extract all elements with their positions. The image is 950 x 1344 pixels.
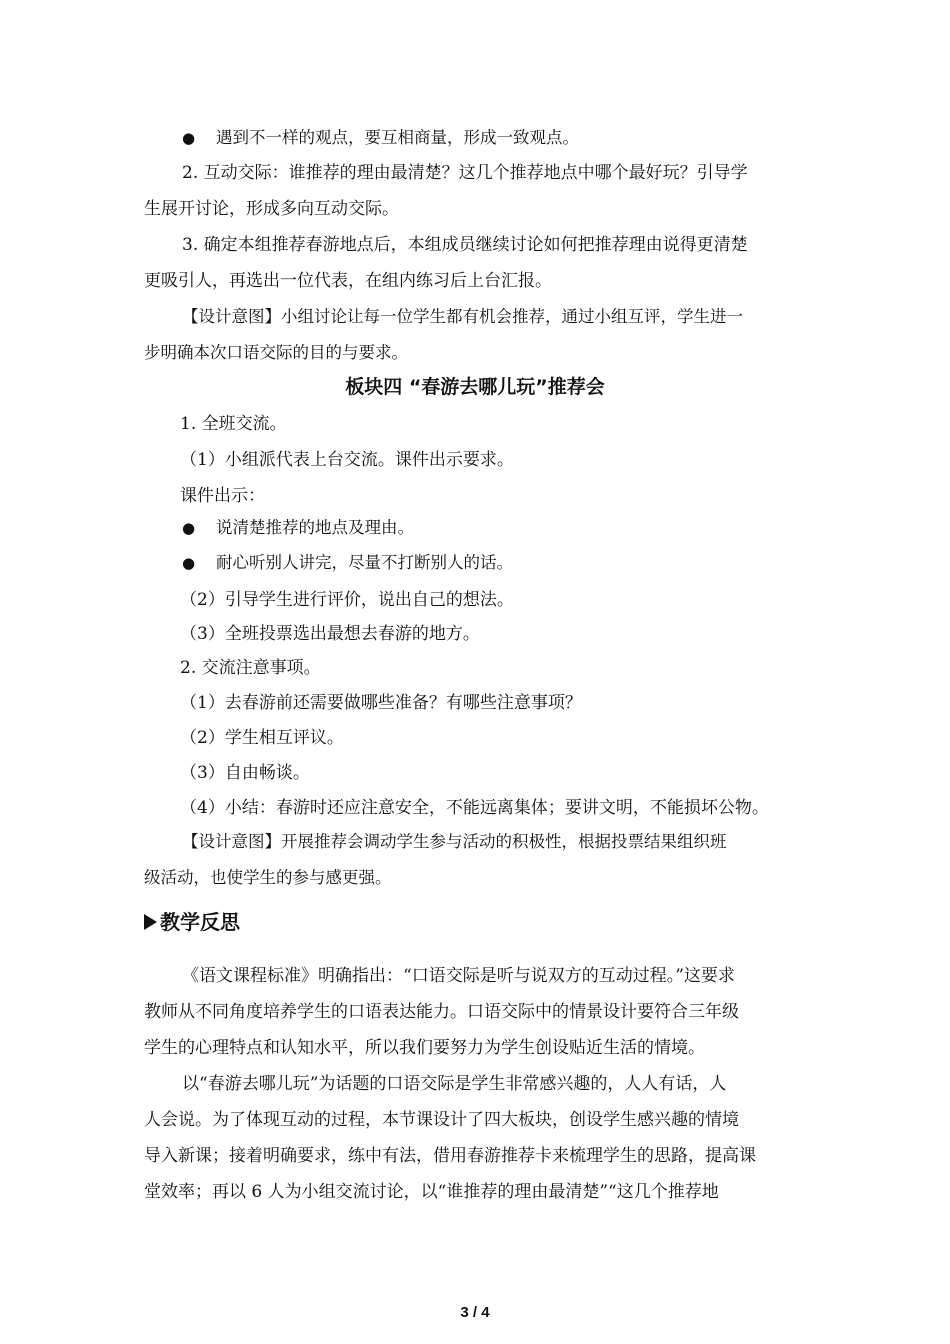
design-intent-line: 【设计意图】开展推荐会调动学生参与活动的积极性，根据投票结果组织班 (182, 832, 727, 851)
list-item: （3）自由畅谈。 (180, 763, 310, 783)
paragraph-line: 教师从不同角度培养学生的口语表达能力。口语交际中的情景设计要符合三年级 (144, 1002, 739, 1022)
bullet-item: 说清楚推荐的地点及理由。 (216, 518, 414, 537)
section-title-text: 教学反思 (160, 910, 240, 934)
page-number: 3 / 4 (460, 1304, 490, 1321)
list-item: （3）全班投票选出最想去春游的地方。 (180, 624, 480, 644)
bullet-dot: ● (182, 554, 196, 572)
list-item: （1）去春游前还需要做哪些准备？有哪些注意事项？ (180, 693, 582, 713)
list-item: （2）引导学生进行评价，说出自己的想法。 (180, 590, 514, 610)
triangle-marker-icon (144, 914, 157, 930)
list-item: （4）小结：春游时还应注意安全，不能远离集体；要讲文明，不能损坏公物。 (180, 798, 769, 818)
paragraph-line: 3. 确定本组推荐春游地点后，本组成员继续讨论如何把推荐理由说得更清楚 (182, 235, 748, 255)
paragraph-line: 人会说。为了体现互动的过程，本节课设计了四大板块，创设学生感兴趣的情境 (144, 1110, 739, 1130)
list-item: （1）小组派代表上台交流。课件出示要求。 (180, 450, 514, 470)
list-item: （2）学生相互评议。 (180, 728, 344, 748)
paragraph-line: 堂效率；再以 6 人为小组交流讨论，以“谁推荐的理由最清楚”“这几个推荐地 (144, 1182, 719, 1202)
list-item: 2. 交流注意事项。 (180, 658, 321, 678)
section-heading: 板块四 “春游去哪儿玩”推荐会 (345, 376, 605, 398)
section-title (144, 908, 240, 936)
design-intent-line: 【设计意图】小组讨论让每一位学生都有机会推荐，通过小组互评，学生进一 (182, 307, 743, 326)
paragraph-line: 《语文课程标准》明确指出：“口语交际是听与说双方的互动过程。”这要求 (182, 966, 735, 986)
bullet-dot: ● (182, 129, 196, 147)
list-item: 1. 全班交流。 (180, 414, 287, 434)
paragraph-line: 以“春游去哪儿玩”为话题的口语交际是学生非常感兴趣的，人人有话，人 (182, 1074, 727, 1094)
design-intent-line: 级活动，也使学生的参与感更强。 (144, 868, 392, 887)
list-item: 课件出示： (180, 486, 265, 506)
design-intent-line: 步明确本次口语交际的目的与要求。 (144, 343, 408, 362)
paragraph-line: 学生的心理特点和认知水平，所以我们要努力为学生创设贴近生活的情境。 (144, 1038, 705, 1058)
bullet-item: 耐心听别人讲完，尽量不打断别人的话。 (216, 553, 513, 572)
paragraph-line: 2. 互动交际：谁推荐的理由最清楚？这几个推荐地点中哪个最好玩？引导学 (182, 163, 748, 183)
paragraph-line: 更吸引人，再选出一位代表，在组内练习后上台汇报。 (144, 271, 552, 291)
paragraph-line: 导入新课；接着明确要求，练中有法，借用春游推荐卡来梳理学生的思路，提高课 (144, 1146, 756, 1166)
bullet-item: 遇到不一样的观点，要互相商量，形成一致观点。 (216, 128, 579, 147)
paragraph-line: 生展开讨论，形成多向互动交际。 (144, 199, 399, 219)
bullet-dot: ● (182, 519, 196, 537)
